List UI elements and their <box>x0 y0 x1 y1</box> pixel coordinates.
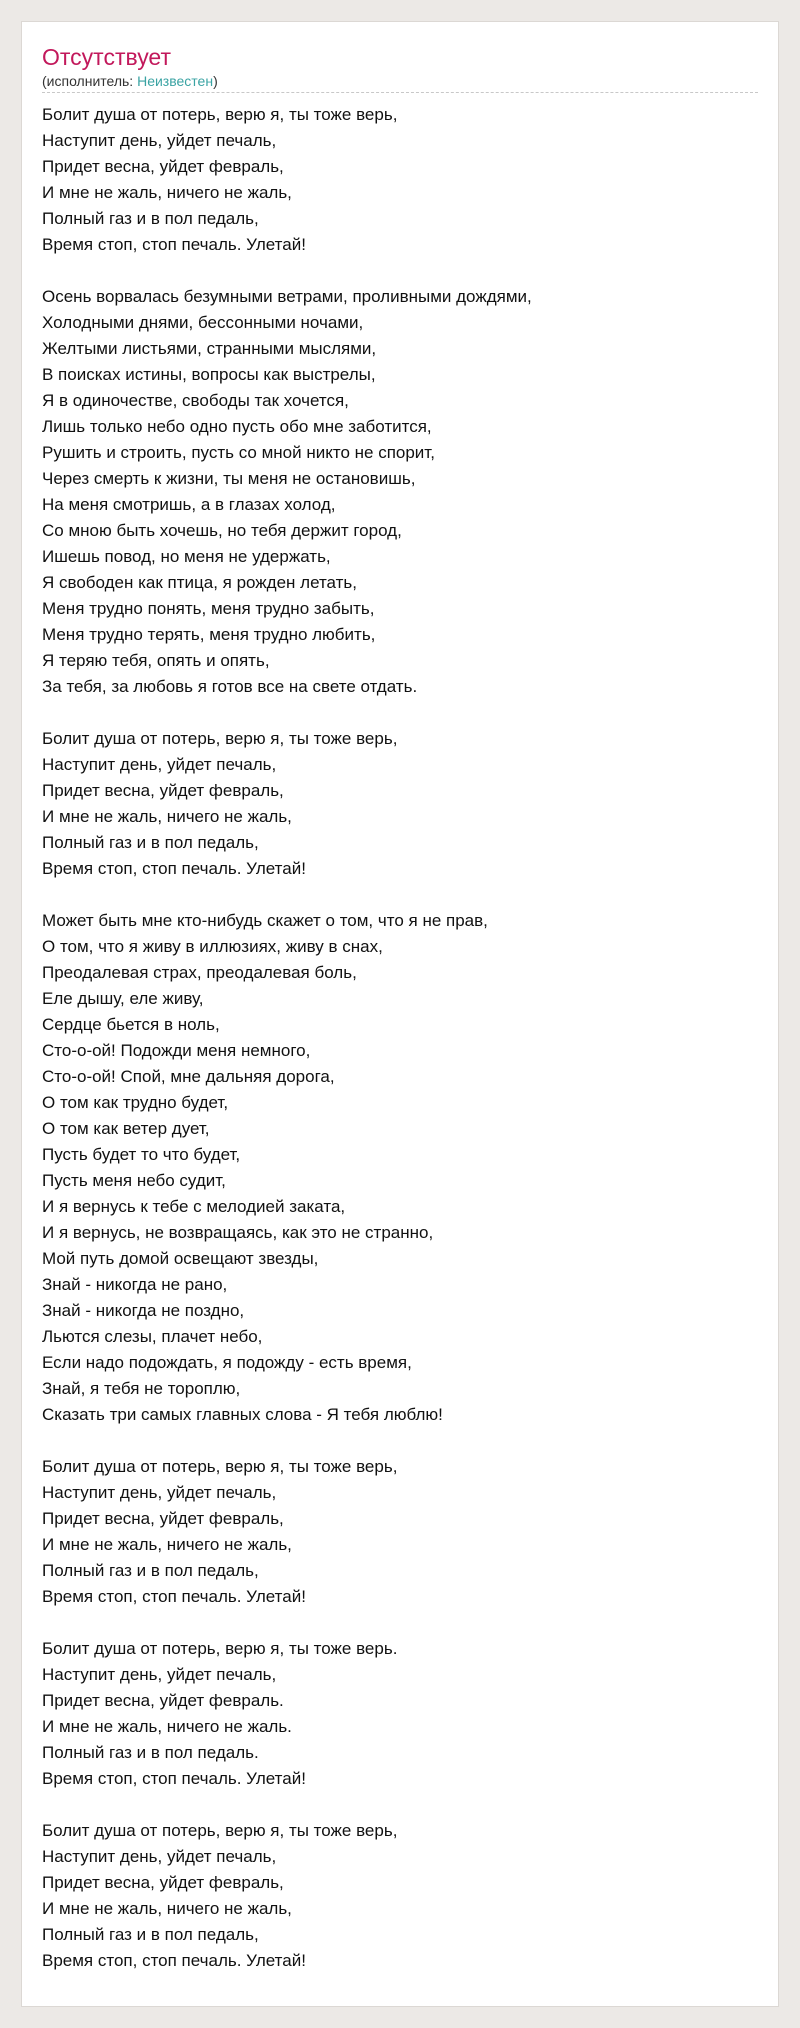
lyric-line: Меня трудно терять, меня трудно любить, <box>42 625 376 644</box>
lyric-line: Осень ворвалась безумными ветрами, проливными дождями, <box>42 287 532 306</box>
header-divider <box>42 92 758 93</box>
lyrics-card <box>21 21 779 2007</box>
lyric-line: И я вернусь, не возвращаясь, как это не странно, <box>42 1223 434 1242</box>
lyric-line: Пусть меня небо судит, <box>42 1171 226 1190</box>
lyric-line: Сказать три самых главных слова - Я тебя люблю! <box>42 1405 443 1424</box>
lyric-line: Время стоп, стоп печаль. Улетай! <box>42 859 306 878</box>
lyric-line: И мне не жаль, ничего не жаль, <box>42 1899 292 1918</box>
lyrics-stanza <box>42 1818 758 1974</box>
lyric-line: Через смерть к жизни, ты меня не остановишь, <box>42 469 416 488</box>
lyric-line: И я вернусь к тебе с мелодией заката, <box>42 1197 346 1216</box>
lyric-line: Льются слезы, плачет небо, <box>42 1327 263 1346</box>
lyric-line: Знай, я тебя не тороплю, <box>42 1379 241 1398</box>
lyric-line: Полный газ и в пол педаль, <box>42 209 259 228</box>
lyrics-body <box>42 102 758 2000</box>
lyric-line: Я свободен как птица, я рожден летать, <box>42 573 358 592</box>
lyric-line: Мой путь домой освещают звезды, <box>42 1249 319 1268</box>
lyrics-stanza <box>42 102 758 258</box>
artist-link[interactable]: Неизвестен <box>137 73 214 89</box>
song-title: Отсутствует <box>42 44 171 70</box>
lyric-line: Лишь только небо одно пусть обо мне заботится, <box>42 417 432 436</box>
lyric-line: На меня смотришь, а в глазах холод, <box>42 495 336 514</box>
lyric-line: Придет весна, уйдет февраль, <box>42 781 284 800</box>
lyric-line: Болит душа от потерь, верю я, ты тоже верь. <box>42 1639 398 1658</box>
lyric-line: Придет весна, уйдет февраль. <box>42 1691 284 1710</box>
lyric-line: В поисках истины, вопросы как выстрелы, <box>42 365 376 384</box>
lyric-line: Болит душа от потерь, верю я, ты тоже верь, <box>42 105 398 124</box>
lyric-line: Время стоп, стоп печаль. Улетай! <box>42 1587 306 1606</box>
lyric-line: Пусть будет то что будет, <box>42 1145 241 1164</box>
lyric-line: Сердце бьется в ноль, <box>42 1015 220 1034</box>
lyric-line: Полный газ и в пол педаль, <box>42 1925 259 1944</box>
lyric-line: Болит душа от потерь, верю я, ты тоже верь, <box>42 1457 398 1476</box>
lyrics-stanza <box>42 284 758 700</box>
lyric-line: Сто-о-ой! Спой, мне дальняя дорога, <box>42 1067 335 1086</box>
lyric-line: Время стоп, стоп печаль. Улетай! <box>42 1769 306 1788</box>
lyric-line: Я в одиночестве, свободы так хочется, <box>42 391 349 410</box>
lyric-line: И мне не жаль, ничего не жаль. <box>42 1717 292 1736</box>
artist-suffix: ) <box>213 73 218 89</box>
lyric-line: Наступит день, уйдет печаль, <box>42 131 277 150</box>
lyric-line: Рушить и строить, пусть со мной никто не спорит, <box>42 443 435 462</box>
lyric-line: Меня трудно понять, меня трудно забыть, <box>42 599 375 618</box>
lyrics-stanza <box>42 908 758 1428</box>
lyric-line: Наступит день, уйдет печаль, <box>42 1665 277 1684</box>
lyric-line: Время стоп, стоп печаль. Улетай! <box>42 235 306 254</box>
lyric-line: И мне не жаль, ничего не жаль, <box>42 807 292 826</box>
artist-line <box>42 72 218 90</box>
lyric-line: Наступит день, уйдет печаль, <box>42 1483 277 1502</box>
lyric-line: Ишешь повод, но меня не удержать, <box>42 547 331 566</box>
lyric-line: Может быть мне кто-нибудь скажет о том, что я не прав, <box>42 911 488 930</box>
lyric-line: Придет весна, уйдет февраль, <box>42 157 284 176</box>
lyric-line: Полный газ и в пол педаль, <box>42 1561 259 1580</box>
lyric-line: Наступит день, уйдет печаль, <box>42 755 277 774</box>
lyric-line: И мне не жаль, ничего не жаль, <box>42 1535 292 1554</box>
lyric-line: И мне не жаль, ничего не жаль, <box>42 183 292 202</box>
lyric-line: Полный газ и в пол педаль. <box>42 1743 259 1762</box>
lyric-line: Полный газ и в пол педаль, <box>42 833 259 852</box>
lyric-line: Если надо подождать, я подожду - есть время, <box>42 1353 412 1372</box>
lyric-line: Холодными днями, бессонными ночами, <box>42 313 364 332</box>
lyric-line: Знай - никогда не поздно, <box>42 1301 245 1320</box>
lyric-line: Придет весна, уйдет февраль, <box>42 1509 284 1528</box>
lyric-line: Болит душа от потерь, верю я, ты тоже верь, <box>42 729 398 748</box>
lyric-line: Сто-о-ой! Подожди меня немного, <box>42 1041 311 1060</box>
lyric-line: Знай - никогда не рано, <box>42 1275 228 1294</box>
artist-prefix: (исполнитель: <box>42 73 138 89</box>
lyrics-stanza <box>42 1636 758 1792</box>
lyrics-stanza <box>42 1454 758 1610</box>
lyric-line: За тебя, за любовь я готов все на свете отдать. <box>42 677 418 696</box>
lyric-line: Наступит день, уйдет печаль, <box>42 1847 277 1866</box>
lyric-line: Со мною быть хочешь, но тебя держит город, <box>42 521 402 540</box>
lyric-line: Я теряю тебя, опять и опять, <box>42 651 270 670</box>
lyric-line: Придет весна, уйдет февраль, <box>42 1873 284 1892</box>
lyric-line: Еле дышу, еле живу, <box>42 989 204 1008</box>
lyric-line: Преодалевая страх, преодалевая боль, <box>42 963 357 982</box>
lyric-line: Желтыми листьями, странными мыслями, <box>42 339 377 358</box>
lyric-line: О том как ветер дует, <box>42 1119 210 1138</box>
lyric-line: Время стоп, стоп печаль. Улетай! <box>42 1951 306 1970</box>
lyric-line: О том как трудно будет, <box>42 1093 229 1112</box>
lyrics-stanza <box>42 726 758 882</box>
lyric-line: Болит душа от потерь, верю я, ты тоже верь, <box>42 1821 398 1840</box>
lyric-line: О том, что я живу в иллюзиях, живу в снах, <box>42 937 383 956</box>
